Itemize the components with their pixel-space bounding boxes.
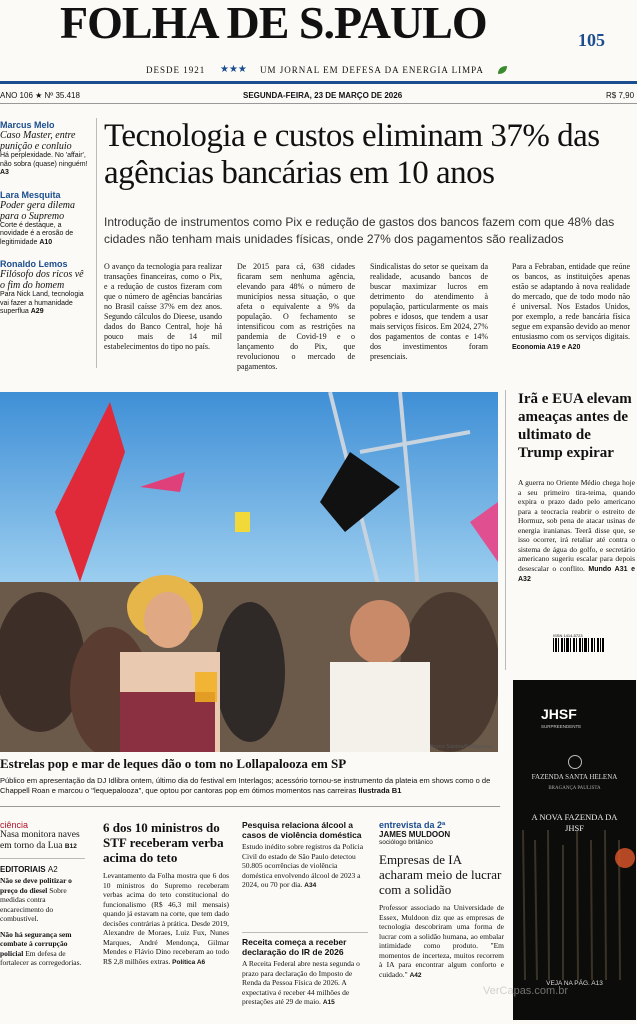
ad-brand-sub: SURPREENDENTE <box>541 724 582 729</box>
ad-cta: VEJA NA PÁG. A13 <box>546 980 603 987</box>
divider <box>0 103 637 104</box>
science-teaser[interactable] <box>0 820 85 852</box>
ad-tagline: A NOVA FAZENDA DA JHSF <box>531 812 618 833</box>
columnist-teaser: Há perplexidade. No 'affair', não sobra (quase) ninguém! <box>0 152 88 168</box>
barcode: ISSN 1414-5723 <box>553 633 605 655</box>
divider <box>242 932 368 933</box>
teaser-body: Levantamento da Folha mostra que 6 dos 10 ministros do Supremo receberam verbas acima do teto constitucional do funcionalismo (R$ 46,3 mil mensais) quando já estavam na corte, que tem dado decisões contrárias à prática. Desde 2019, Alexandre de Moraes, Luiz Fux, Nunes Marques, André Mendonça, Gilmar Mendes e Flávio Dino receberam ao todo R$ 2,8 milhões extras. Política A6 <box>103 871 229 966</box>
photo-headline[interactable]: Estrelas pop e mar de leques dão o tom no Lollapalooza em SP <box>0 756 347 771</box>
page-ref: A29 <box>30 308 44 315</box>
columnist-headline: Filósofo dos ricos vê o fim do homem <box>0 269 84 291</box>
alcohol-story[interactable] <box>242 820 368 891</box>
teaser-headline: Pesquisa relaciona álcool a casos de violência doméstica <box>242 820 362 840</box>
lead-column: O avanço da tecnologia para realizar transações financeiras, como o Pix, e a redução de custos fizeram com que o número de agências bancárias no Brasil caísse 37% em dez anos. Segundo cálculos do Dieese, usando dados do Banco Central, hoje há pouco mais de 14 mil estabelecimentos do tipo no país. <box>104 262 222 351</box>
lead-column: Para a Febraban, entidade que reúne os bancos, as instituições apenas estão se adaptando à nova realidade do mercado, que de todo modo não é universal. Nos Estados Unidos, por exemplo, a rede bancária física segue em expansão devido ao menor entusiasmo com os serviços digitais. Economia A19 e A20 <box>512 262 630 351</box>
stf-story[interactable] <box>103 820 229 967</box>
teaser-body: A Receita Federal abre nesta segunda o prazo para declaração do Imposto de Renda da Pessoa Física de 2026. A expectativa é receber 44 milhões de prestações até 29 de maio. A15 <box>242 959 360 1006</box>
photo-credit: Bruno Santos/Folhapress <box>430 744 493 750</box>
since-label: DESDE 1921 <box>146 65 206 75</box>
columnist-teaser: Corte é destaque, a novidade é a erosão de legitimidade <box>0 221 74 246</box>
lead-column: De 2015 para cá, 638 cidades ficaram sem nenhuma agência, elevando para 48% o número de municípios nessa situação, o que afeta o equivalente a 9% da população. O fechamento se intensificou com as restrições na pandemia de Covid-19 e o lançamento do Pix, que revolucionou o mercado de pagamentos. <box>237 262 355 371</box>
page-ref: A3 <box>0 169 9 176</box>
columnists <box>0 120 90 317</box>
newspaper-title: FOLHA DE S.PAULO <box>60 0 487 48</box>
interview-story[interactable] <box>379 820 504 980</box>
teaser-headline: Nasa monitora naves em torno da Lua <box>0 830 80 851</box>
columnist-teaser: Para Nick Land, tecnologia vai fazer a humanidade superflua <box>0 291 84 315</box>
flower-icon <box>568 755 582 769</box>
page-ref: Ilustrada B1 <box>358 786 402 795</box>
ad-project: FAZENDA SANTA HELENA <box>531 773 618 781</box>
date: SEGUNDA-FEIRA, 23 DE MARÇO DE 2026 <box>243 91 403 100</box>
columnist-name: Marcus Melo <box>0 120 55 130</box>
divider <box>0 806 500 807</box>
jhsf-ad[interactable] <box>513 680 636 1020</box>
ad-location: BRAGANÇA PAULISTA <box>548 786 601 791</box>
teaser-headline: Receita começa a receber declaração do IR de 2026 <box>242 937 347 957</box>
lead-headline[interactable]: Tecnologia e custos eliminam 37% das agências bancárias em 10 anos <box>104 118 600 191</box>
masthead <box>0 0 637 80</box>
ad-brand: JHSF <box>541 706 577 722</box>
anniversary-number: 105 <box>578 30 605 50</box>
column-rule <box>96 118 97 368</box>
editorials-title: EDITORIAIS A2 <box>0 865 58 874</box>
editorial-item[interactable]: Não se deve politizar o preço do diesel Sobre medidas contra encarecimento do combustível. <box>0 876 72 923</box>
tax-story[interactable] <box>242 937 368 1008</box>
section-label: ciência <box>0 820 29 830</box>
columnist[interactable] <box>0 190 90 248</box>
teaser-headline: 6 dos 10 ministros do STF receberam verba acima do teto <box>103 820 224 865</box>
stars-icon: ★★★ <box>220 64 247 75</box>
lead-column: Sindicalistas do setor se queixam da realidade, acusando bancos de buscar maximizar lucros em detrimento do atendimento à população, particularmente os mais pobres e idosos, que tendem a usar mais serviços físicos. Em 2024, 27% dos pagamentos de contas e 14% dos investimentos foram presenciais. <box>370 262 488 361</box>
page-ref: B12 <box>64 843 77 850</box>
photo-caption: Público em apresentação da DJ Idlibra ontem, último dia do festival em Interlagos; acessório tornou-se instrumento da plateia em shows como o de Chappell Roan e marcou o "lequepalooza", que optou por cantoras pop em ótimos momentos nas carreiras Ilustrada B1 <box>0 776 491 795</box>
bottom-left-column <box>0 820 85 968</box>
edition-number: ANO 106 ★ Nº 35.418 <box>0 91 80 100</box>
columnist-name: Ronaldo Lemos <box>0 259 68 269</box>
columnist[interactable] <box>0 120 90 178</box>
editorial-item[interactable]: Não há segurança sem combate à corrupção policial Em defesa de fortalecer as corregedorias. <box>0 929 82 967</box>
price: R$ 7,90 <box>606 91 635 100</box>
slogan: UM JORNAL EM DEFESA DA ENERGIA LIMPA <box>260 65 484 75</box>
page-ref: Economia A19 e A20 <box>512 344 581 351</box>
watermark: VerCapas.com.br <box>483 985 568 997</box>
leaf-icon <box>496 64 508 76</box>
interviewee-role: sociólogo britânico <box>379 839 433 846</box>
lollapalooza-photo[interactable] <box>0 392 498 752</box>
teaser-headline: Empresas de IA acharam meio de lucrar com a solidão <box>379 852 502 897</box>
section-label: entrevista da 2ª <box>379 820 446 830</box>
divider <box>0 858 85 859</box>
lead-deck: Introdução de instrumentos como Pix e redução de gastos dos bancos fazem com que 48% das cidades não tenham mais unidades físicas, onde 27% dos pagamentos são realizados <box>104 215 615 246</box>
columnist-name: Lara Mesquita <box>0 189 61 200</box>
teaser-body: Professor associado na Universidade de Essex, Muldoon diz que as empresas de tecnologia descobriram uma forma de lucrar com a solidão humana, ao embalar intimidade como produto. "Em momentos de incerteza, muitos recorrem à IA para encontrar algum conforto e cuidado." A42 <box>379 903 504 979</box>
page-ref: A10 <box>39 238 53 246</box>
column-rule <box>505 390 506 670</box>
columnist-headline: Poder gera dilema para o Supremo <box>0 199 75 222</box>
interviewee-name: JAMES MULDOON <box>379 830 451 839</box>
side-body: A guerra no Oriente Médio chega hoje a seu primeiro tira-teima, quando expira o prazo dado pelo americano para a teocracia reabrir o estreito de Hormuz, sob pena de atacar usinas de energia iranianas. Teerã disse que, se isso ocorrer, irá retaliar até contra o sistema de água do golfo, e secretário americano sugeriu escalar para depois desescalar o conflito. Mundo A31 e A32 <box>518 478 636 583</box>
teaser-body: Estudo inédito sobre registros da Polícia Civil do estado de São Paulo detectou 50.805 ocorrências de violência doméstica envolvendo álcool de 2023 a 2024, ou 70 por dia. A34 <box>242 842 364 889</box>
columnist[interactable] <box>0 259 90 317</box>
side-headline[interactable]: Irã e EUA elevam ameaças antes de ultimato de Trump expirar <box>518 391 632 461</box>
masthead-rule <box>0 81 637 84</box>
page-ref: Mundo A31 e A32 <box>518 565 636 583</box>
columnist-headline: Caso Master, entre punição e conluio <box>0 130 76 152</box>
